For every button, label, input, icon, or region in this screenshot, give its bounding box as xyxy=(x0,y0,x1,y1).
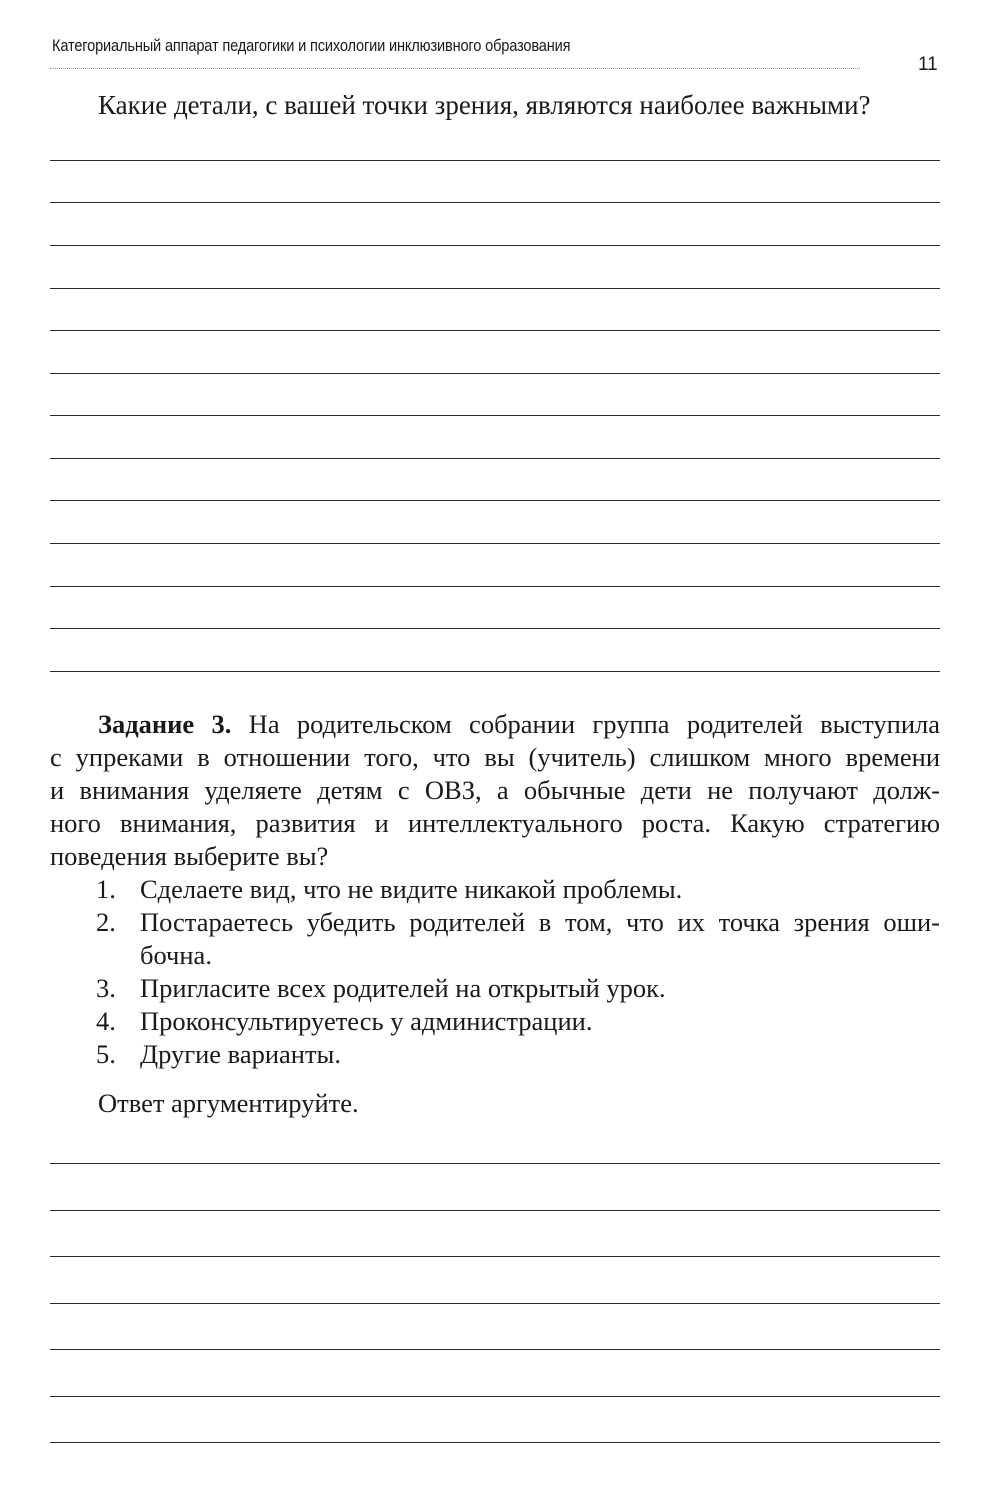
running-title: Категориальный аппарат педагогики и психологии инклюзивного образования xyxy=(52,36,571,55)
option-number: 5. xyxy=(96,1039,116,1069)
header-divider xyxy=(50,68,860,69)
answer-line[interactable] xyxy=(50,500,940,501)
answer-line[interactable] xyxy=(50,586,940,587)
task-paragraph xyxy=(50,708,940,873)
task-line: и внимания уделяете детям с ОВЗ, а обычные дети не получают долж- xyxy=(50,775,940,805)
option-number: 1. xyxy=(96,874,116,904)
answer-line[interactable] xyxy=(50,202,940,203)
answer-line[interactable] xyxy=(50,1442,940,1443)
option-item xyxy=(96,972,940,1005)
answer-line[interactable] xyxy=(50,1256,940,1257)
option-text: Проконсультируетесь у администрации. xyxy=(140,1006,593,1036)
options-list xyxy=(96,873,940,1071)
answer-line[interactable] xyxy=(50,628,940,629)
answer-line[interactable] xyxy=(50,415,940,416)
option-text: Постараетесь убедить родителей в том, что их точка зрения оши- xyxy=(140,907,940,937)
answer-line[interactable] xyxy=(50,1303,940,1304)
answer-line[interactable] xyxy=(50,245,940,246)
answer-line[interactable] xyxy=(50,1396,940,1397)
task-line: ного внимания, развития и интеллектуального роста. Какую стратегию xyxy=(50,808,940,838)
task-line: Задание 3. На родительском собрании группа родителей выступила xyxy=(98,709,940,739)
answer-line[interactable] xyxy=(50,458,940,459)
option-number: 3. xyxy=(96,973,116,1003)
answer-line[interactable] xyxy=(50,1210,940,1211)
option-text: Пригласите всех родителей на открытый урок. xyxy=(140,973,666,1003)
option-text: Сделаете вид, что не видите никакой проблемы. xyxy=(140,874,683,904)
answer-line[interactable] xyxy=(50,288,940,289)
option-text: бочна. xyxy=(140,940,212,970)
answer-line[interactable] xyxy=(50,543,940,544)
question-text: Какие детали, с вашей точки зрения, являются наиболее важными? xyxy=(98,90,871,120)
option-number: 4. xyxy=(96,1006,116,1036)
option-item xyxy=(96,873,940,906)
option-item xyxy=(96,1005,940,1038)
answer-line[interactable] xyxy=(50,330,940,331)
answer-line[interactable] xyxy=(50,1163,940,1164)
option-text: Другие варианты. xyxy=(140,1039,341,1069)
option-number: 2. xyxy=(96,907,116,937)
answer-line[interactable] xyxy=(50,373,940,374)
answer-line[interactable] xyxy=(50,671,940,672)
task-line: с упреками в отношении того, что вы (учитель) слишком много времени xyxy=(50,742,940,772)
task-label: Задание 3. xyxy=(98,709,232,739)
argue-prompt: Ответ аргументируйте. xyxy=(98,1088,359,1118)
task-line: поведения выберите вы? xyxy=(50,841,329,871)
option-item xyxy=(96,906,940,972)
option-item xyxy=(96,1038,940,1071)
answer-line[interactable] xyxy=(50,160,940,161)
page-number: 11 xyxy=(918,54,938,75)
answer-line[interactable] xyxy=(50,1349,940,1350)
